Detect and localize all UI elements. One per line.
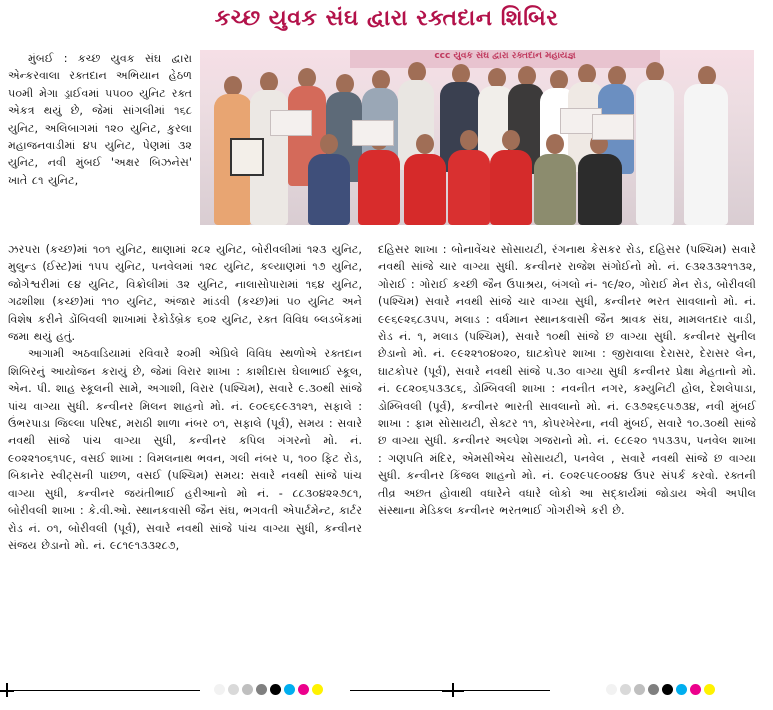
registration-dot: [634, 684, 645, 695]
registration-dot: [662, 684, 673, 695]
registration-dot: [256, 684, 267, 695]
registration-dot: [284, 684, 295, 695]
registration-dot: [620, 684, 631, 695]
registration-dot: [606, 684, 617, 695]
photo-banner: [350, 50, 660, 68]
registration-dot: [312, 684, 323, 695]
registration-line-left: [0, 690, 200, 691]
headline: કચ્છ યુવક સંઘ દ્વારા રક્તદાન શિબિર: [214, 6, 559, 31]
left-column: [8, 241, 362, 554]
registration-dot: [690, 684, 701, 695]
photo-banner-text: ccc યુવક સંઘ દ્વારા રક્તદાન મહાયજ્ઞ: [434, 51, 576, 61]
color-registration-left: [214, 684, 323, 695]
paragraph-branches: દહિસર શાખા : બોનાવેંચર સોસાયટી, રંગનાથ કેસકર રોડ, દહિસર (પશ્ચિમ) સવારે નવથી સાંજે ચાર વાગ્યા સુધી. કન્વીનર રાજેશ સંગોઈનો મો. નં. ૯૩૨૩૩૨૧૧૩૨, ગોરાઈ : ગોરાઈ કચ્છી જૈન ઉપાશ્રય, બંગલો નં- ૧૯/૨૦, ગોરાઈ મેન રોડ, બોરીવલી (પશ્ચિમ) સવારે નવથી સાંજે ચાર વાગ્યા સુધી, કન્વીનર ભરત સાવલાનો મો. નં. ૯૯૬૯૨૬૮૩૫૫, મલાડ : વર્ધમાન સ્થાનકવાસી જૈન શ્રાવક સંઘ, મામલતદાર વાડી, રોડ નં. ૧, મલાડ (પશ્ચિમ), સવારે ૧૦થી સાંજે છ વાગ્યા સુધી. કન્વીનર સુનીલ છેડાનો મો. નં. ૯૯૨૨૧૦૪૦૨૦, ઘાટકોપર શાખા : જીરાવાલા દેરાસર, દેરાસર લેન, ઘાટકોપર (પૂર્વ), સવારે નવથી સાંજે ૫.૩૦ વાગ્યા સુધી કન્વીનર પ્રેક્ષા મેહતાનો મો. નં. ૯૮૨૦૬૫૩૩૮૬, ડોમ્બિવલી શાખા : નવનીત નગર, કમ્યુનિટી હોલ, દેશલેપાડા, ડોમ્બિવલી (પૂર્વ), કન્વીનર ભારતી સાવલાનો મો. નં. ૯૩૭૨૬૯૫૭૩૪, નવી મુંબઈ શાખા : ફામ સોસાયટી, સેક્ટર ૧૧, કોપરખેરના, નવી મુંબઈ, સવારે ૧૦.૩૦થી સાંજે છ વાગ્યા સુધી. કન્વીનર અલ્પેશ ગજરાનો મો. નં. ૯૮૯૨૦ ૧૫૩૩૫, પનવેલ શાખા : ગણપતિ મંદિર, એમસીએચ સોસાયટી, પનવેલ , સવારે નવથી સાંજે છ વાગ્યા સુધી. કન્વીનર કિંજલ શાહનો મો. નં. ૯૦૨૯૫૯૦૦૪૪ ઉપર સંપર્ક કરવો. રક્તની તીવ્ર અછત હોવાથી વધારેને વધારે લોકો આ સદ્કાર્યમાં જોડાય એવી અપીલ સંસ્થાના મેડિકલ કન્વીનર ભરતભાઈ ગોગરીએ કરી છે.: [378, 243, 756, 518]
paragraph-units: ઝરપરા (કચ્છ)માં ૧૦૧ યુનિટ, થાણામાં ૨૮૨ યુનિટ, બોરીવલીમાં ૧૨૩ યુનિટ, મુલુન્ડ (ઈસ્ટ)માં ૧૫૫ યુનિટ, પનવેલમાં ૧૨૮ યુનિટ, કલ્યાણમાં ૧૭ યુનિટ, જોગેશ્વરીમાં ૯૪ યુનિટ, વિક્રોલીમાં ૩૨ યુનિટ, નાલાસોપારામાં ૧૬૪ યુનિટ, ગઢશીશા (કચ્છ)માં ૧૧૦ યુનિટ, અંજાર માંડવી (કચ્છ)માં ૫૦ યુનિટ અને વિશેષ કરીને ડોંબિવલી શાખામાં રેકોર્ડબ્રેક ૬૦૨ યુનિટ, રક્ત વિવિધ બ્લડબેંકમાં જમા થયું હતું.: [8, 243, 362, 344]
registration-dot: [228, 684, 239, 695]
trophy-frame: [230, 138, 264, 176]
right-column: [378, 241, 756, 520]
registration-dot: [298, 684, 309, 695]
paragraph-schedule: આગામી અઠવાડિયામાં રવિવારે ૨૦મી એપ્રિલે વિવિધ સ્થળોએ રક્તદાન શિબિરનું આયોજન કરાયું છે, જેમાં વિરાર શાખા : કાશીદાસ ઘેલાભાઈ સ્કૂલ, એન. પી. શાહ સ્કૂલની સામે, અગાશી, વિરાર (પશ્ચિમ), સવારે ૯.૩૦થી સાંજે પાંચ વાગ્યા સુધી. કન્વીનર મિલન શાહનો મો. નં. ૯૦૯૬૯૯૩૧૨૧, સફાલે : ઉંભરપાડા જિલ્લા પરિષદ, મરાઠી શાળા નંબર ૦૧, સફાલે (પૂર્વ), સમય : સવારે નવથી સાંજે પાંચ વાગ્યા સુધી, કન્વીનર કપિલ ગંગરનો મો. નં. ૯૦૨૨૧૦૬૧૫૯, વસઈ શાખા : વિમલનાથ ભવન, ગલી નંબર ૫, ૧૦૦ ફિટ રોડ, બિકાનેર સ્વીટ્સની પાછળ, વસઈ (પશ્ચિમ) સમય: સવારે નવથી સાંજે પાંચ વાગ્યા સુધી, કન્વીનર જયંતીભાઈ હરીઆનો મો નં. - ૮૮૩૦૪૨૨૭૮૧, બોરીવલી શાખા : કે.વી.ઓ. સ્થાનકવાસી જૈન સંઘ, ભગવતી એપાર્ટમેન્ટ, કાર્ટર રોડ નં. ૦૧, બોરીવલી (પૂર્વ), સવારે નવથી સાંજે પાંચ વાગ્યા સુધી, કન્વીનર સંજય છેડાનો મો. નં. ૯૮૧૯૧૩૩૨૮૭,: [8, 347, 362, 552]
intro-paragraph: [8, 50, 192, 189]
registration-dot: [242, 684, 253, 695]
registration-dot: [648, 684, 659, 695]
registration-dot: [214, 684, 225, 695]
registration-dot: [270, 684, 281, 695]
registration-dot: [704, 684, 715, 695]
color-registration-right: [606, 684, 715, 695]
intro-text: મુંબઈ : કચ્છ યુવક સંઘ દ્વારા એન્કરવાલા રક્તદાન અભિયાન હેઠળ ૫૦મી મેગા ડ્રાઈવમાં ૫૫૦૦ યુનિટ રક્ત એકત્ર થયું છે, જેમાં સાંગલીમાં ૧૬૮ યુનિટ, અલિબાગમાં ૧૨૦ યુનિટ, કુરલા મહાજનવાડીમાં ૪૫ યુનિટ, પેણમાં ૩૨ યુનિટ, નવી મુંબઈ 'અક્ષર બિઝનેસ' ખાતે ૮૧ યુનિટ,: [8, 52, 192, 187]
event-photo: [200, 50, 754, 225]
registration-dot: [676, 684, 687, 695]
